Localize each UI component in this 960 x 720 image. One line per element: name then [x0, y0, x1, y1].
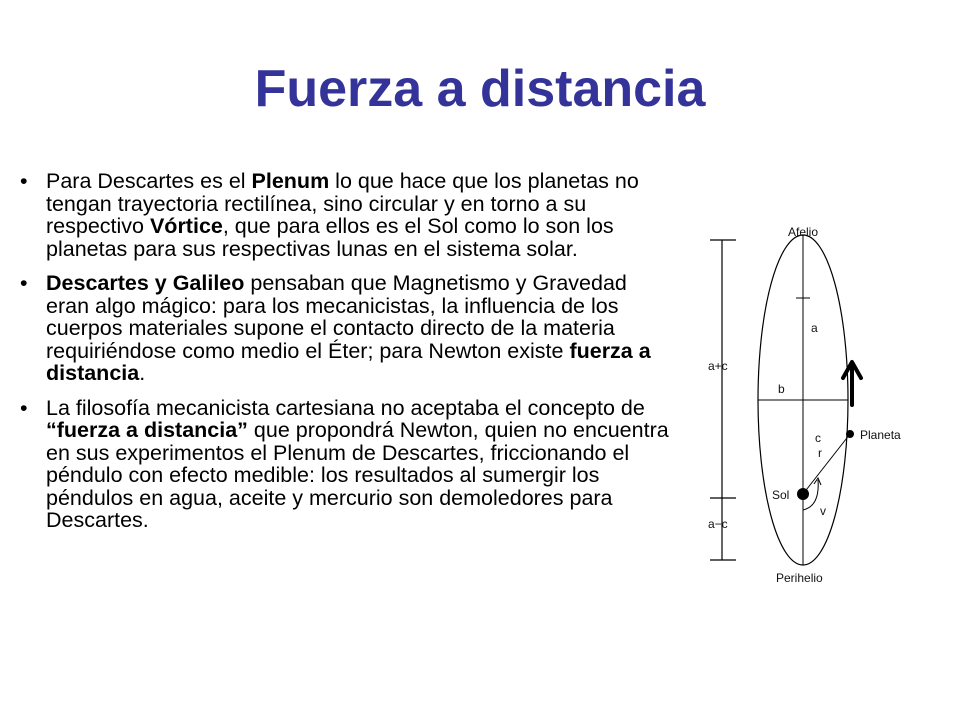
orbit-diagram	[700, 210, 930, 590]
label-a-plus-c: a+c	[708, 359, 728, 373]
bold-term: fuerza a distancia	[46, 338, 651, 385]
text-run: que propondrá Newton, quien no encuentra en sus experimentos el Plenum de Descartes, friccionando el péndulo con efecto medible: los resultados al sumergir los péndulos en agua, aceite y mercurio son demoledores para Descartes.	[46, 418, 669, 532]
label-planeta: Planeta	[860, 428, 901, 442]
bullet-item	[20, 170, 670, 260]
text-run: .	[139, 361, 146, 385]
text-run: La filosofía mecanicista cartesiana no aceptaba el concepto de	[46, 395, 645, 420]
text-run: Para Descartes es el	[46, 169, 252, 193]
text-run: pensaban que Magnetismo y Gravedad eran algo mágico: para los mecanicistas, la influencia de los cuerpos materiales supone el contacto directo de la materia requiriéndose como medio el Éter; para Newton existe	[46, 271, 627, 363]
label-c: c	[815, 431, 821, 445]
label-a-minus-c: a−c	[708, 517, 728, 531]
bold-term: “fuerza a distancia”	[46, 418, 248, 442]
bullet-item	[20, 272, 670, 385]
bullet-text	[46, 396, 669, 533]
label-b: b	[778, 382, 785, 396]
label-a: a	[811, 321, 818, 335]
bullet-item	[20, 397, 670, 532]
bullet-text	[46, 169, 639, 261]
label-perihelio: Perihelio	[776, 571, 823, 585]
text-run: , que para ellos es el Sol como lo son los planetas para sus respectivas lunas en el sistema solar.	[46, 214, 614, 261]
radius-vector	[803, 434, 850, 494]
bold-term: Descartes y Galileo	[46, 271, 245, 295]
label-v: v	[820, 504, 826, 518]
bullet-list	[20, 170, 670, 544]
bold-term: Plenum	[251, 169, 330, 193]
text-run: lo que hace que los planetas no tengan trayectoria rectilínea, sino circular y en torno a su respectivo	[46, 169, 639, 238]
label-r: r	[818, 446, 822, 460]
bold-term: Vórtice	[149, 214, 223, 238]
bullet-text	[46, 271, 651, 385]
slide-title: Fuerza a distancia	[254, 60, 706, 118]
label-afelio: Afelio	[788, 225, 819, 239]
bullet-dot: •	[20, 169, 28, 193]
label-sol: Sol	[772, 488, 790, 502]
bullet-dot: •	[20, 271, 28, 295]
bullet-dot: •	[20, 395, 28, 420]
